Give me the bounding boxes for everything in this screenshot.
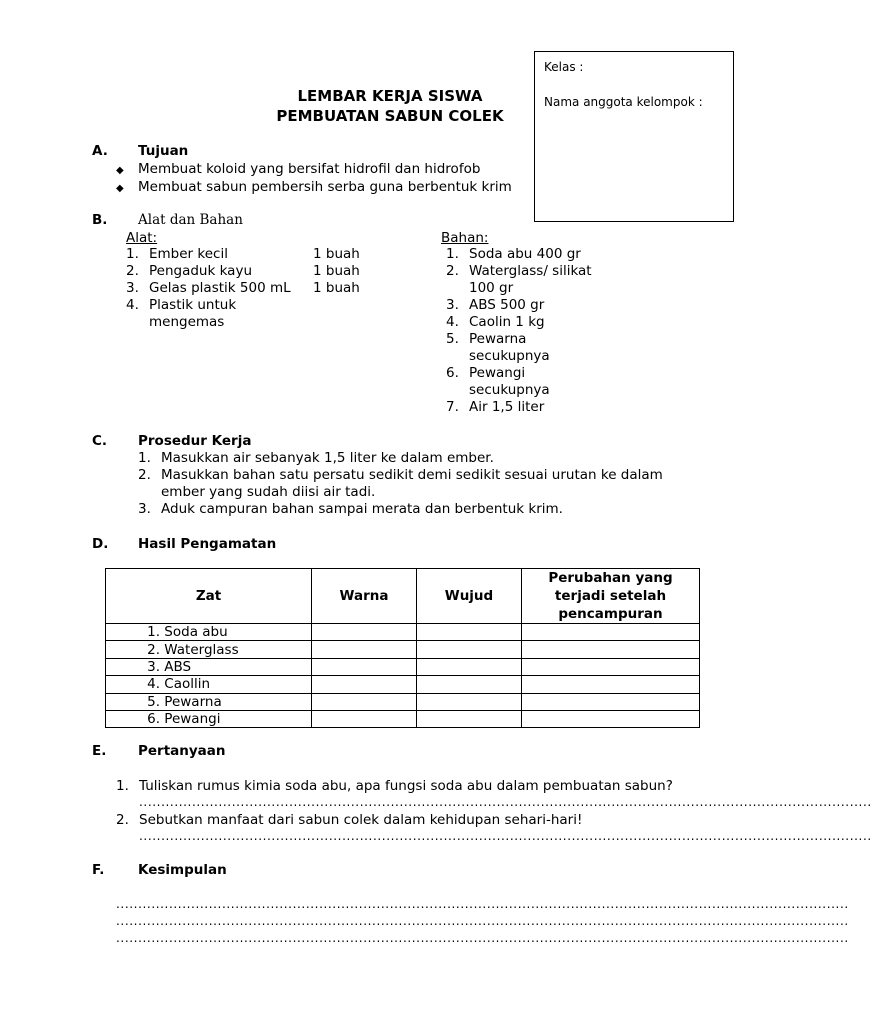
table-row [106,710,700,727]
bahan-name: Waterglass/ silikat [469,263,592,279]
alat-label: Alat: [126,230,158,246]
bahan-name: Soda abu 400 gr [469,246,581,262]
warna-cell[interactable] [312,693,417,710]
column-header-zat: Zat [106,569,312,624]
bahan-name: Caolin 1 kg [469,314,545,330]
warna-cell[interactable] [312,641,417,658]
alat-qty: 1 buah [313,263,360,279]
bahan-num: 2. [446,263,459,279]
row-num: 2. [147,641,160,658]
row-name: Pewangi [164,711,221,728]
section-d-heading: Hasil Pengamatan [138,536,277,552]
header-line: pencampuran [558,606,663,622]
section-b-letter: B. [92,212,108,228]
table-header-row [106,569,700,624]
class-info-box [534,51,734,222]
column-header-warna: Warna [312,569,417,624]
step-num: 2. [138,467,151,483]
row-name: Waterglass [164,641,239,658]
perubahan-cell[interactable] [522,641,700,658]
worksheet-title: LEMBAR KERJA SISWA [297,87,483,105]
question-num: 1. [116,778,129,794]
diamond-bullet-icon: ◆ [116,183,124,194]
group-members-label: Nama anggota kelompok : [544,95,703,109]
wujud-cell[interactable] [417,710,522,727]
row-name: Pewarna [164,693,222,710]
bahan-name-cont: secukupnya [469,382,550,398]
zat-cell [106,624,312,641]
row-name: Caollin [164,676,211,693]
row-num: 6. [147,711,160,728]
step-text: Aduk campuran bahan sampai merata dan berbentuk krim. [161,501,563,517]
warna-cell[interactable] [312,658,417,675]
kelas-label: Kelas : [544,60,584,74]
bahan-label: Bahan: [441,230,489,246]
diamond-bullet-icon: ◆ [116,165,124,176]
row-name: Soda abu [164,624,228,641]
section-a-letter: A. [92,143,108,159]
header-line: Perubahan yang [548,570,673,586]
perubahan-cell[interactable] [522,658,700,675]
table-row [106,693,700,710]
row-num: 1. [147,624,160,641]
perubahan-cell[interactable] [522,676,700,693]
section-e-letter: E. [92,743,107,759]
perubahan-cell[interactable] [522,693,700,710]
table-row [106,624,700,641]
section-f-letter: F. [92,862,105,878]
zat-cell [106,641,312,658]
step-num: 1. [138,450,151,466]
observation-table [105,568,700,728]
alat-name: Pengaduk kayu [149,263,252,279]
alat-qty: 1 buah [313,280,360,296]
bahan-name: Pewarna [469,331,527,347]
bahan-name: ABS 500 gr [469,297,545,313]
answer-line[interactable]: ...................................................................................................................................................................... [139,795,872,809]
wujud-cell[interactable] [417,658,522,675]
alat-qty: 1 buah [313,246,360,262]
row-num: 3. [147,658,160,675]
alat-name-cont: mengemas [149,314,225,330]
alat-num: 1. [126,246,139,262]
alat-num: 2. [126,263,139,279]
wujud-cell[interactable] [417,693,522,710]
worksheet-subtitle: PEMBUATAN SABUN COLEK [276,107,504,125]
section-c-heading: Prosedur Kerja [138,433,252,449]
bahan-num: 5. [446,331,459,347]
zat-cell [106,693,312,710]
alat-name: Gelas plastik 500 mL [149,280,291,296]
perubahan-cell[interactable] [522,624,700,641]
bahan-num: 3. [446,297,459,313]
section-c-letter: C. [92,433,108,449]
bahan-name-cont: secukupnya [469,348,550,364]
zat-cell [106,676,312,693]
row-name: ABS [164,658,192,675]
alat-name: Ember kecil [149,246,228,262]
conclusion-line[interactable]: ...................................................................................................................................................................... [116,897,849,911]
section-f-heading: Kesimpulan [138,862,227,878]
alat-num: 3. [126,280,139,296]
conclusion-line[interactable]: ...................................................................................................................................................................... [116,914,849,928]
section-a-heading: Tujuan [138,143,189,159]
section-e-heading: Pertanyaan [138,743,226,759]
bahan-name: Air 1,5 liter [469,399,545,415]
bahan-num: 6. [446,365,459,381]
zat-cell [106,710,312,727]
table-row [106,658,700,675]
warna-cell[interactable] [312,624,417,641]
wujud-cell[interactable] [417,676,522,693]
question-text: Sebutkan manfaat dari sabun colek dalam kehidupan sehari-hari! [139,812,583,828]
goal-item: Membuat sabun pembersih serba guna berbentuk krim [138,179,512,195]
row-num: 4. [147,676,160,693]
bahan-num: 1. [446,246,459,262]
step-text: Masukkan air sebanyak 1,5 liter ke dalam ember. [161,450,494,466]
warna-cell[interactable] [312,676,417,693]
table-row [106,676,700,693]
bahan-name-cont: 100 gr [469,280,514,296]
section-b-heading: Alat dan Bahan [138,212,243,228]
row-num: 5. [147,693,160,710]
wujud-cell[interactable] [417,624,522,641]
step-num: 3. [138,501,151,517]
bahan-num: 7. [446,399,459,415]
alat-num: 4. [126,297,139,313]
wujud-cell[interactable] [417,641,522,658]
column-header-perubahan [522,569,700,624]
conclusion-line[interactable]: ...................................................................................................................................................................... [116,931,849,945]
header-line: terjadi setelah [554,588,667,604]
warna-cell[interactable] [312,710,417,727]
question-num: 2. [116,812,129,828]
table-row [106,641,700,658]
question-text: Tuliskan rumus kimia soda abu, apa fungsi soda abu dalam pembuatan sabun? [139,778,673,794]
column-header-wujud: Wujud [417,569,522,624]
perubahan-cell[interactable] [522,710,700,727]
answer-line[interactable]: ...................................................................................................................................................................... [139,829,872,843]
step-text-cont: ember yang sudah diisi air tadi. [161,484,376,500]
zat-cell [106,658,312,675]
goal-item: Membuat koloid yang bersifat hidrofil dan hidrofob [138,161,481,177]
alat-name: Plastik untuk [149,297,237,313]
section-d-letter: D. [92,536,109,552]
bahan-name: Pewangi [469,365,526,381]
step-text: Masukkan bahan satu persatu sedikit demi sedikit sesuai urutan ke dalam [161,467,663,483]
bahan-num: 4. [446,314,459,330]
